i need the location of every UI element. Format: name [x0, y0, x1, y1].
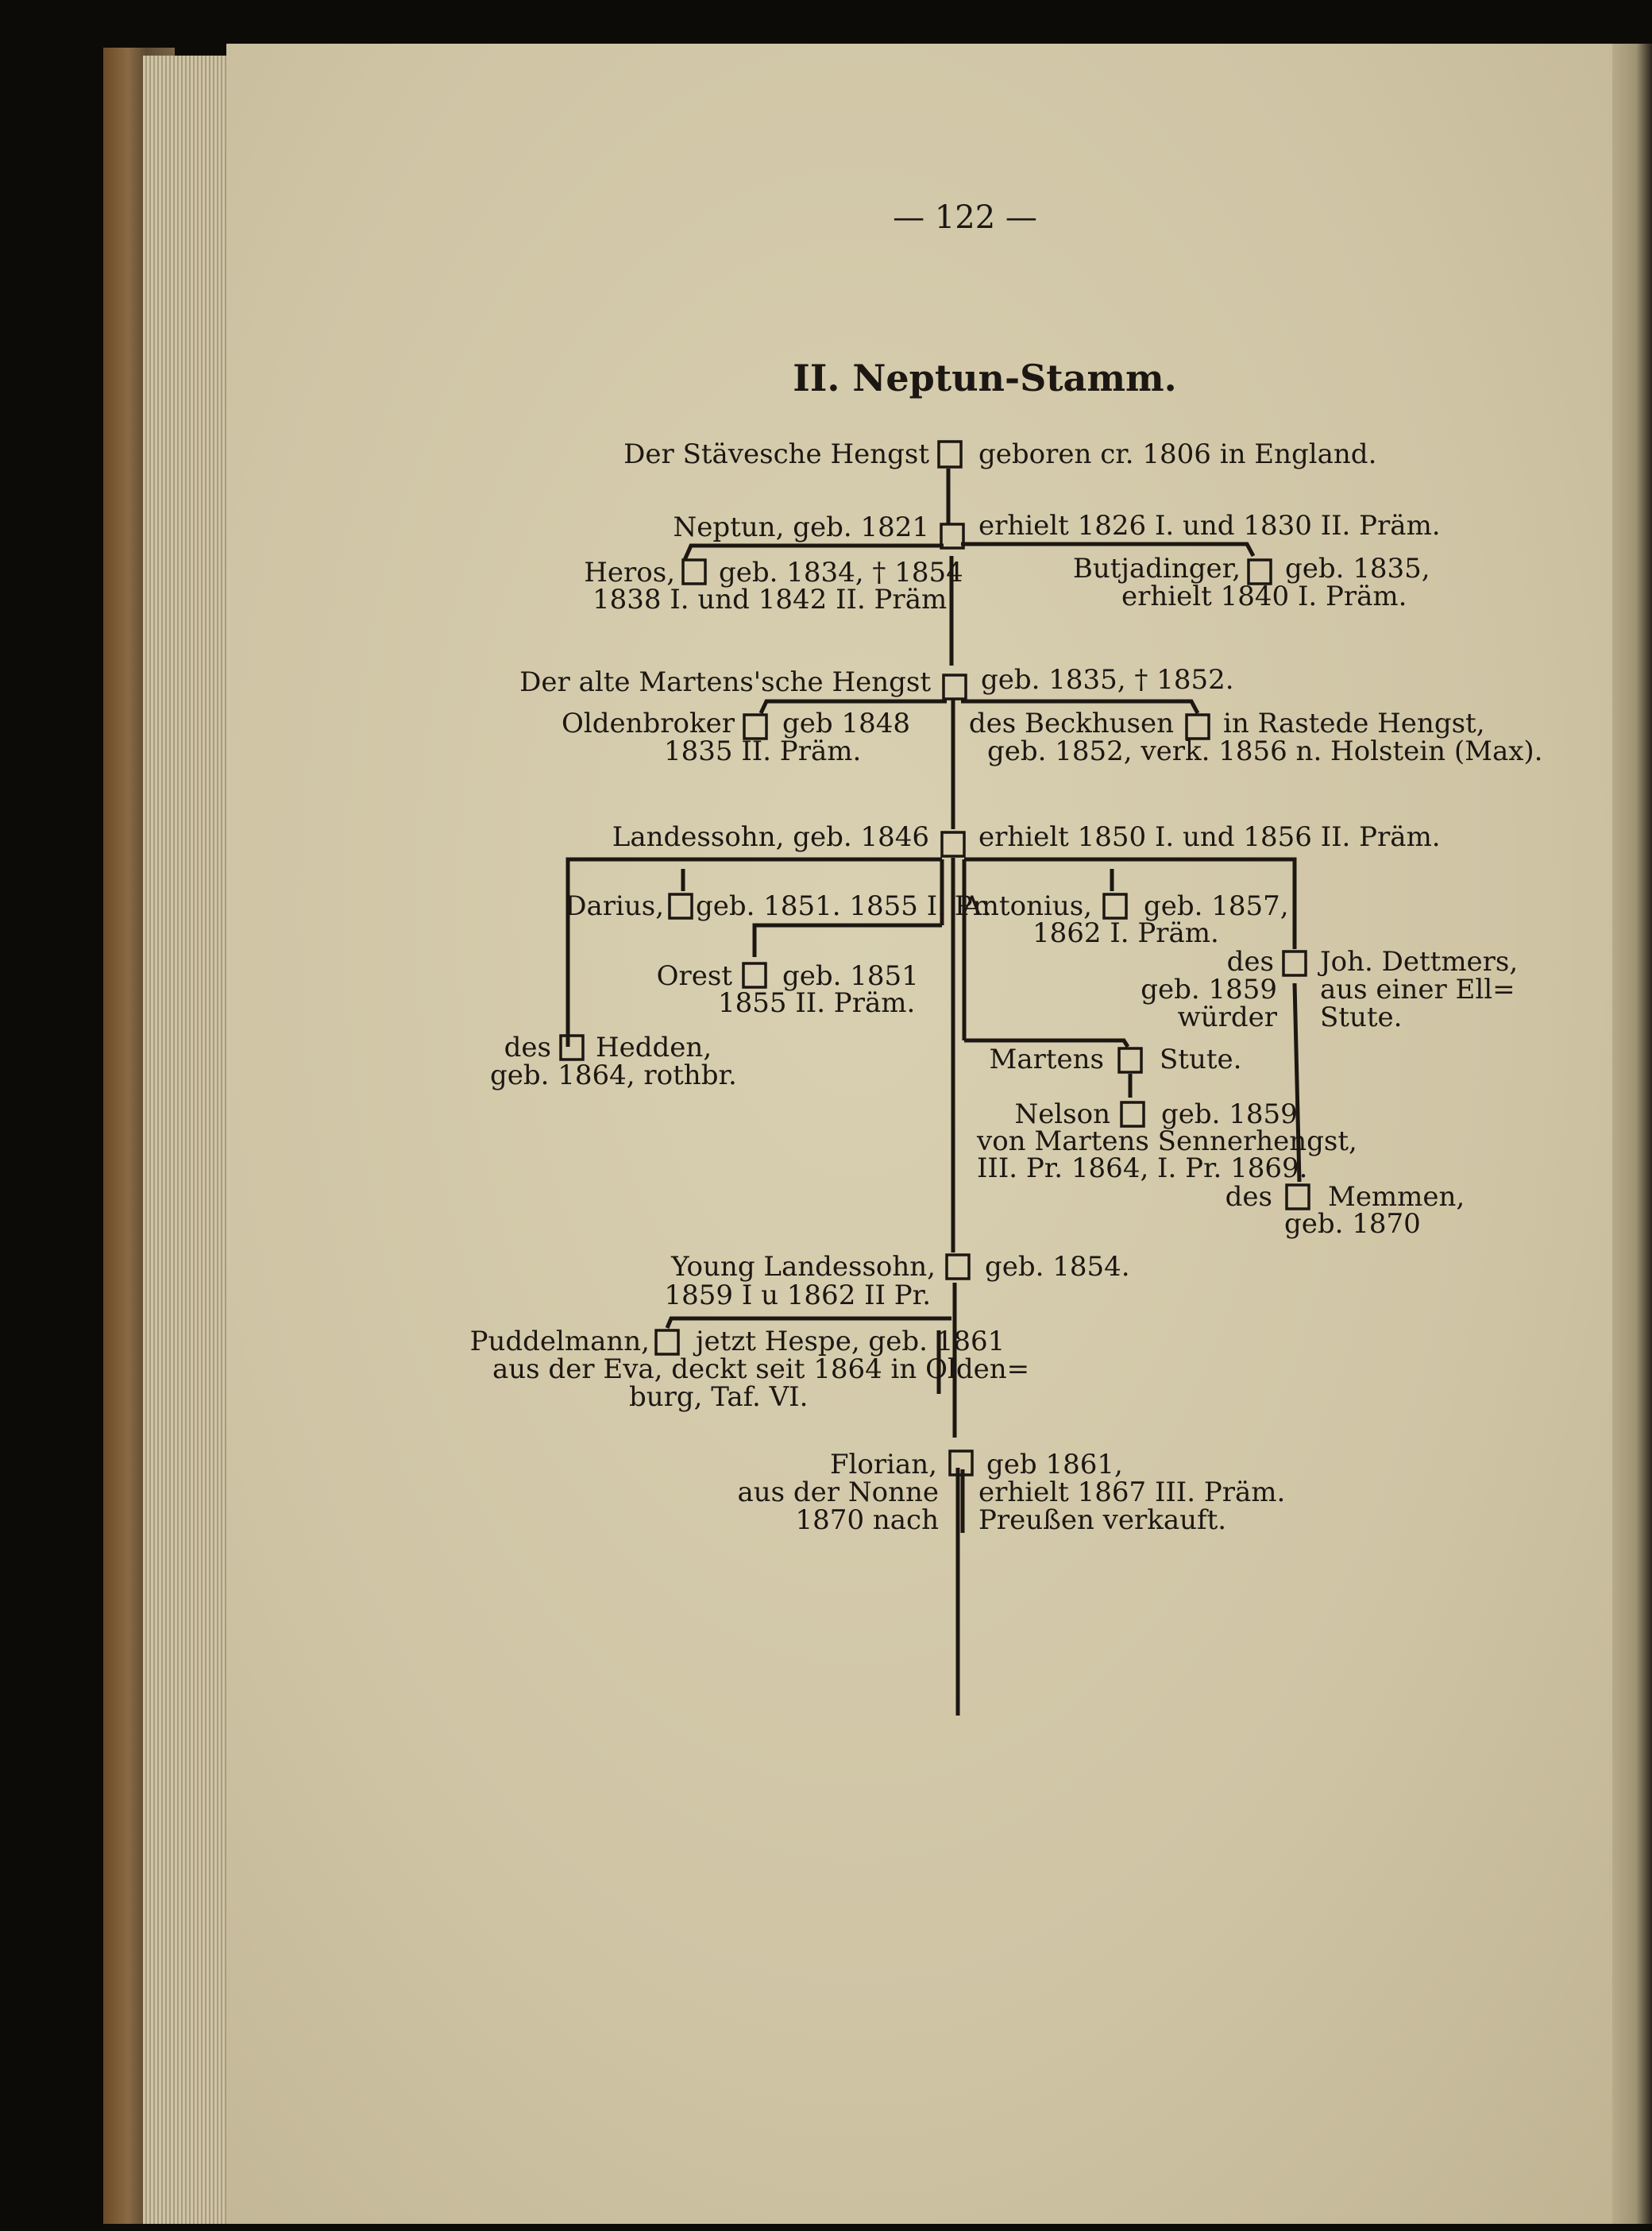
entry-memmen-info: geb. 1870 [1284, 1208, 1421, 1240]
entry-orest-info: geb. 1851 [782, 960, 919, 992]
page-title: II. Neptun-Stamm. [793, 357, 1177, 399]
entry-florian-awards: erhielt 1867 III. Präm. [978, 1476, 1286, 1508]
entry-beckhusen-name: des Beckhusen [968, 708, 1174, 739]
entry-dettmers-name: Joh. Dettmers, [1320, 946, 1519, 978]
entry-nelson-sire: von Martens Sennerhengst, [977, 1125, 1357, 1157]
page-number: — 122 — [893, 199, 1037, 236]
entry-hedden-name: Hedden, [596, 1032, 712, 1063]
entry-orest-name: Orest [656, 960, 732, 992]
entry-hedden-prefix: des [504, 1032, 551, 1063]
stallion-box [1283, 951, 1306, 975]
entry-dettmers-mare: Stute. [1320, 1002, 1403, 1033]
entry-beckhusen-location: in Rastede Hengst, [1223, 708, 1485, 739]
stallion-box [1121, 1102, 1144, 1126]
entry-butjadinger-awards: erhielt 1840 I. Präm. [1121, 581, 1407, 612]
entry-memmen-prefix: des [1225, 1181, 1272, 1213]
entry-florian-dam: aus der Nonne [737, 1476, 939, 1508]
entry-florian-sold-year: 1870 nach [795, 1504, 939, 1536]
entry-memmen-name: Memmen, [1328, 1181, 1465, 1213]
entry-oldenbroker-awards: 1835 II. Präm. [664, 735, 862, 767]
entry-nelson-awards: III. Pr. 1864, I. Pr. 1869. [977, 1152, 1308, 1184]
entry-orest-awards: 1855 II. Präm. [718, 987, 916, 1019]
entry-puddelmann-origin: aus der Eva, deckt seit 1864 in Olden= [492, 1353, 1030, 1385]
entry-neptun-name: Neptun, geb. 1821 [673, 511, 929, 543]
entry-heros-awards: 1838 I. und 1842 II. Präm. [592, 584, 956, 616]
entry-oldenbroker-info: geb 1848 [782, 708, 910, 739]
entry-hedden-info: geb. 1864, rothbr. [490, 1060, 737, 1091]
stallion-box [1287, 1185, 1309, 1209]
stallion-box [1119, 1048, 1141, 1072]
entry-martens-name: Der alte Martens'sche Hengst [519, 666, 931, 698]
entry-martens-stute-label: Stute. [1160, 1044, 1242, 1075]
entry-antonius-name: Antonius, [962, 890, 1092, 922]
entry-florian-info: geb 1861, [986, 1449, 1123, 1480]
entry-dettmers-prefix: des [1226, 946, 1274, 978]
entry-landessohn-info: erhielt 1850 I. und 1856 II. Präm. [978, 821, 1441, 853]
entry-nelson-info: geb. 1859 [1161, 1098, 1298, 1130]
entry-young-landessohn-name: Young Landessohn, [671, 1251, 936, 1283]
entry-antonius-awards: 1862 I. Präm. [1032, 917, 1219, 949]
stallion-box [942, 832, 964, 856]
entry-neptun-info: erhielt 1826 I. und 1830 II. Präm. [978, 510, 1441, 542]
stallion-box [670, 894, 692, 918]
stallion-box [1104, 894, 1126, 918]
entry-landessohn-name: Landessohn, geb. 1846 [612, 821, 929, 853]
entry-dettmers-origin: aus einer Ell= [1320, 974, 1515, 1005]
stallion-box [947, 1255, 969, 1279]
entry-staeve-info: geboren cr. 1806 in England. [978, 438, 1377, 470]
entry-darius-name: Darius, [565, 890, 664, 922]
entry-young-landessohn-awards: 1859 I u 1862 II Pr. [664, 1280, 931, 1311]
entry-nelson-name: Nelson [1014, 1098, 1110, 1130]
entry-butjadinger-name: Butjadinger, [1072, 553, 1241, 585]
entry-young-landessohn-info: geb. 1854. [985, 1251, 1130, 1283]
stallion-box [944, 675, 966, 699]
stallion-box [939, 442, 961, 467]
entry-martens-info: geb. 1835, † 1852. [981, 664, 1234, 696]
stallion-box [941, 524, 963, 548]
entry-martens-stute-name: Martens [989, 1044, 1104, 1075]
branch-line [755, 925, 942, 957]
entry-puddelmann-ref: burg, Taf. VI. [629, 1381, 809, 1413]
stallion-box [656, 1330, 678, 1354]
entry-staeve-name: Der Stävesche Hengst [623, 438, 929, 470]
stallion-box [561, 1036, 583, 1060]
entry-darius-info: geb. 1851. 1855 I. Pr. [696, 890, 991, 922]
entry-puddelmann-name: Puddelmann, [469, 1326, 650, 1357]
entry-puddelmann-info: jetzt Hespe, geb. 1861 [696, 1326, 1005, 1357]
entry-heros-info: geb. 1834, † 1854 [719, 557, 963, 589]
entry-beckhusen-info: geb. 1852, verk. 1856 n. Holstein (Max). [987, 735, 1543, 767]
entry-dettmers-born: geb. 1859 [1141, 974, 1277, 1005]
stallion-box [683, 560, 705, 584]
entry-butjadinger-info: geb. 1835, [1285, 553, 1430, 585]
stallion-box [743, 963, 766, 987]
entry-antonius-info: geb. 1857, [1144, 890, 1289, 922]
entry-florian-sold: Preußen verkauft. [978, 1504, 1227, 1536]
entry-dettmers-origin2: würder [1177, 1002, 1277, 1033]
entry-oldenbroker-name: Oldenbroker [562, 708, 735, 739]
entry-heros-name: Heros, [584, 557, 675, 589]
entry-florian-name: Florian, [829, 1449, 937, 1480]
